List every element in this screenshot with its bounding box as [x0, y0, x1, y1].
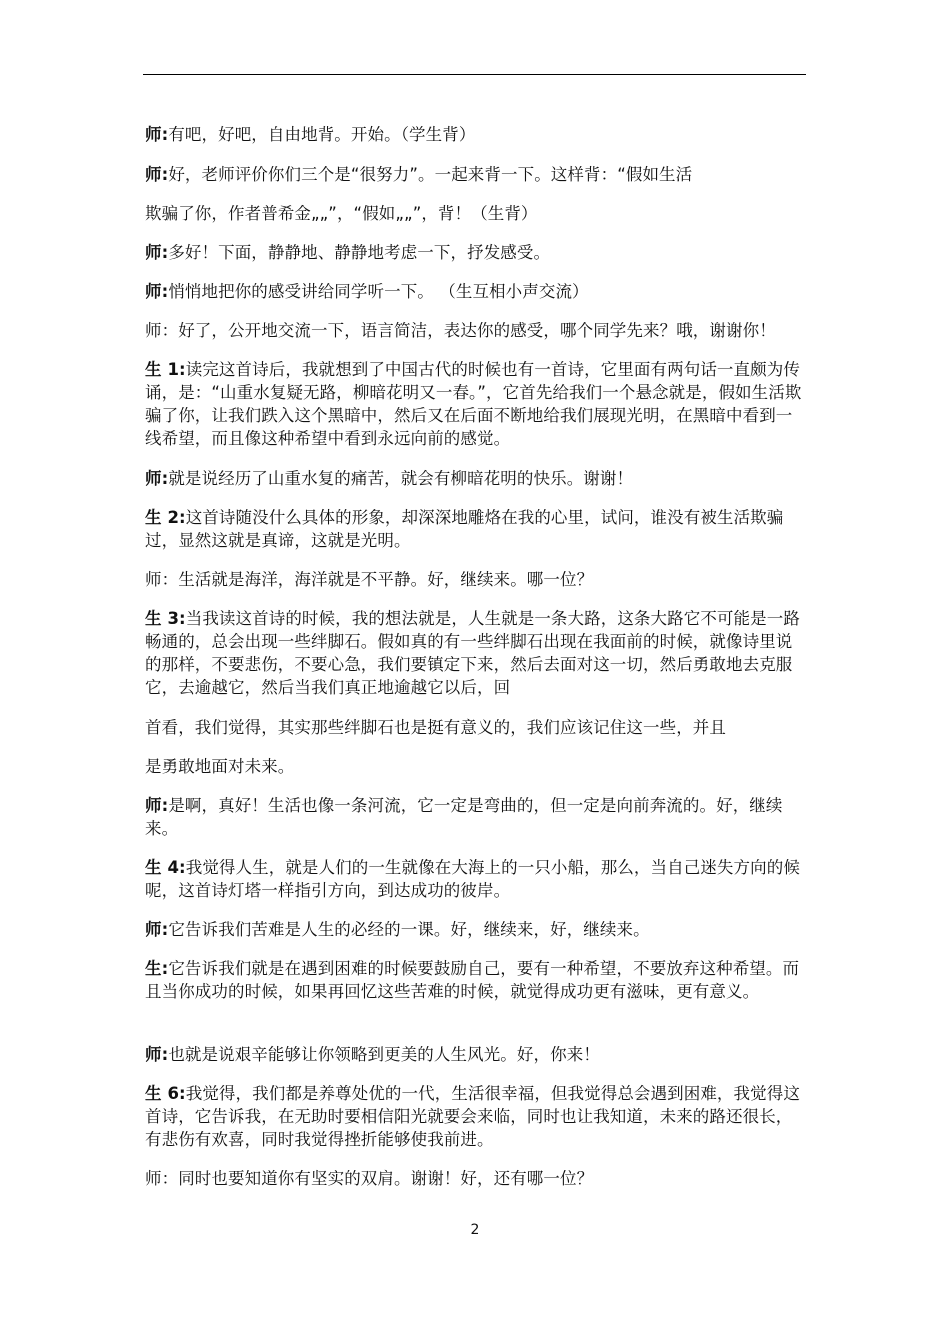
- speaker-label: 生 4:: [145, 858, 186, 877]
- paragraph-text: 读完这首诗后，我就想到了中国古代的时候也有一首诗，它里面有两句话一直颇为传诵，是：“山重水复疑无路，柳暗花明又一春。”，它首先给我们一个悬念就是，假如生活欺骗了你，让我们跌入这个黑暗中，然后又在后面不断地给我们展现光明，在黑暗中看到一线希望，而且像这种希望中看到永远向前的感觉。: [145, 360, 802, 448]
- paragraph-3: [145, 202, 805, 225]
- paragraph-text: 有吧，好吧，自由地背。开始。（学生背）: [168, 125, 476, 144]
- paragraph-9: [145, 506, 805, 552]
- paragraph-17: [145, 957, 805, 1003]
- speaker-label: 师:: [145, 1045, 169, 1064]
- paragraph-text: 这首诗随没什么具体的形象，却深深地雕烙在我的心里，试问，谁没有被生活欺骗过，显然这就是真谛，这就是光明。: [145, 508, 784, 550]
- paragraph-4: [145, 241, 805, 264]
- paragraph-text: 好，老师评价你们三个是“很努力”。一起来背一下。这样背：“假如生活: [168, 165, 693, 184]
- speaker-label: 师:: [145, 920, 169, 939]
- speaker-label: 师:: [145, 243, 169, 262]
- paragraph-text: 师：同时也要知道你有坚实的双肩。谢谢！好，还有哪一位？: [145, 1169, 594, 1188]
- speaker-label: 生 1:: [145, 360, 186, 379]
- paragraph-5: [145, 280, 805, 303]
- paragraph-text: 师：好了，公开地交流一下，语言简洁，表达你的感受，哪个同学先来？哦，谢谢你！: [145, 321, 776, 340]
- speaker-label: 师:: [145, 165, 169, 184]
- speaker-label: 师:: [145, 125, 169, 144]
- paragraph-text: 它告诉我们苦难是人生的必经的一课。好，继续来，好，继续来。: [168, 920, 650, 939]
- paragraph-text: 就是说经历了山重水复的痛苦，就会有柳暗花明的快乐。谢谢！: [168, 469, 634, 488]
- paragraph-text: 首看，我们觉得，其实那些绊脚石也是挺有意义的，我们应该记住这一些，并且: [145, 718, 726, 737]
- paragraph-1: [145, 123, 805, 146]
- paragraph-6: [145, 319, 805, 342]
- paragraph-text: 是啊，真好！生活也像一条河流，它一定是弯曲的，但一定是向前奔流的。好，继续来。: [145, 796, 783, 838]
- page-number: 2: [470, 1222, 480, 1238]
- paragraph-20: [145, 1167, 805, 1190]
- paragraph-text: 当我读这首诗的时候，我的想法就是，人生就是一条大路，这条大路它不可能是一路畅通的，总会出现一些绊脚石。假如真的有一些绊脚石出现在我面前的时候，就像诗里说的那样，不要悲伤，不要心急，我们要镇定下来，然后去面对这一切，然后勇敢地去克服它，去逾越它，然后当我们真正地逾越它以后，回: [145, 609, 800, 697]
- header-rule: [143, 74, 806, 75]
- speaker-label: 生:: [145, 959, 169, 978]
- paragraph-text: 悄悄地把你的感受讲给同学听一下。 （生互相小声交流）: [168, 282, 589, 301]
- speaker-label: 生 6:: [145, 1084, 186, 1103]
- speaker-label: 师:: [145, 282, 169, 301]
- paragraph-15: [145, 856, 805, 902]
- paragraph-8: [145, 467, 805, 490]
- paragraph-text: 也就是说艰辛能够让你领略到更美的人生风光。好，你来！: [168, 1045, 600, 1064]
- paragraph-18: [145, 1043, 805, 1066]
- paragraph-16: [145, 918, 805, 941]
- paragraph-14: [145, 794, 805, 840]
- paragraph-text: 我觉得，我们都是养尊处优的一代，生活很幸福，但我觉得总会遇到困难，我觉得这首诗，它告诉我，在无助时要相信阳光就要会来临，同时也让我知道，未来的路还很长，有悲伤有欢喜，同时我觉得挫折能够使我前进。: [145, 1084, 800, 1149]
- paragraph-13: [145, 755, 805, 778]
- speaker-label: 生 2:: [145, 508, 186, 527]
- paragraph-7: [145, 358, 805, 450]
- paragraph-text: 我觉得人生，就是人们的一生就像在大海上的一只小船，那么，当自己迷失方向的候呢，这首诗灯塔一样指引方向，到达成功的彼岸。: [145, 858, 800, 900]
- speaker-label: 师:: [145, 469, 169, 488]
- paragraph-10: [145, 568, 805, 591]
- paragraph-text: 欺骗了你，作者普希金„„”，“假如„„”，背！（生背）: [145, 204, 538, 223]
- paragraph-text: 多好！下面，静静地、静静地考虑一下，抒发感受。: [168, 243, 551, 262]
- paragraph-text: 师：生活就是海洋，海洋就是不平静。好，继续来。哪一位？: [145, 570, 594, 589]
- paragraph-text: 是勇敢地面对未来。: [145, 757, 295, 776]
- speaker-label: 生 3:: [145, 609, 186, 628]
- paragraph-2: [145, 163, 805, 186]
- paragraph-12: [145, 716, 805, 739]
- paragraph-11: [145, 607, 805, 699]
- paragraph-text: 它告诉我们就是在遇到困难的时候要鼓励自己，要有一种希望，不要放弃这种希望。而且当你成功的时候，如果再回忆这些苦难的时候，就觉得成功更有滋味，更有意义。: [145, 959, 800, 1001]
- paragraph-19: [145, 1082, 805, 1151]
- speaker-label: 师:: [145, 796, 169, 815]
